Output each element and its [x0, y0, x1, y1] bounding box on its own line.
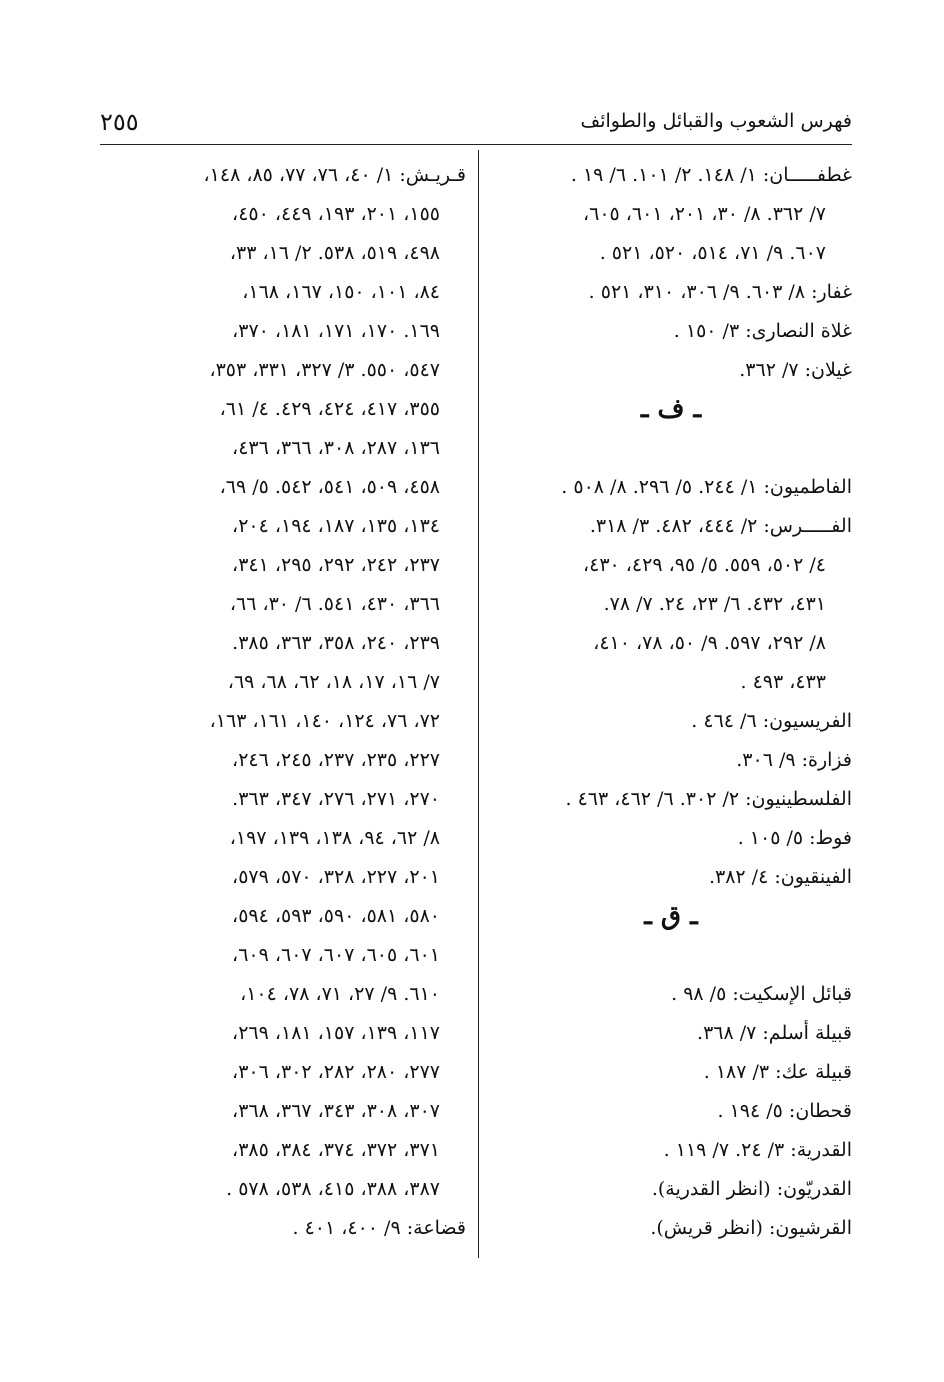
index-entry-continuation: ٣٦٦، ٤٣٠، ٥٤١. ٦/ ٣٠، ٦٦، [229, 593, 440, 615]
index-entry: قحطان: ٥/ ١٩٤ . [717, 1100, 852, 1122]
index-entry: القرشيون: (انظر قريش). [650, 1217, 852, 1239]
index-entry-continuation: ٧٢، ٧٦، ١٢٤، ١٤٠، ١٦١، ١٦٣، [209, 710, 440, 732]
index-entry: فزارة: ٩/ ٣٠٦. [736, 749, 852, 771]
index-entry-continuation: ٤/ ٥٠٢، ٥٥٩. ٥/ ٩٥، ٤٢٩، ٤٣٠، [582, 554, 826, 576]
index-entry-continuation: ٣٧١، ٣٧٢، ٣٧٤، ٣٨٤، ٣٨٥، [232, 1139, 440, 1161]
index-entry-continuation: ١٦٩. ١٧٠، ١٧١، ١٨١، ٣٧٠، [232, 320, 440, 342]
page-number: ٢٥٥ [100, 108, 139, 136]
index-entry-continuation: ٢٠١، ٢٢٧، ٣٢٨، ٥٧٠، ٥٧٩، [232, 866, 440, 888]
index-entry: فوط: ٥/ ١٠٥ . [737, 827, 852, 849]
index-entry-continuation: ٣٥٥، ٤١٧، ٤٢٤، ٤٢٩. ٤/ ٦١، [219, 398, 440, 420]
column-divider [478, 150, 479, 1258]
index-entry-continuation: ١١٧، ١٣٩، ١٥٧، ١٨١، ٢٦٩، [232, 1022, 440, 1044]
index-entry-continuation: ٢٢٧، ٢٣٥، ٢٣٧، ٢٤٥، ٢٤٦، [232, 749, 440, 771]
index-entry: قبائل الإسكيت: ٥/ ٩٨ . [671, 983, 852, 1005]
section-heading-qaf: ـ ق ـ [644, 901, 698, 931]
index-entry-continuation: ٤٥٨، ٥٠٩، ٥٤١، ٥٤٢. ٥/ ٦٩، [219, 476, 440, 498]
index-entry-continuation: ٨/ ٦٢، ٩٤، ١٣٨، ١٣٩، ١٩٧، [229, 827, 440, 849]
index-entry: غلاة النصارى: ٣/ ١٥٠ . [673, 320, 852, 342]
index-entry: قـريـش: ١/ ٤٠، ٧٦، ٧٧، ٨٥، ١٤٨، [203, 164, 466, 186]
index-entry-continuation: ٢٧٠، ٢٧١، ٢٧٦، ٣٤٧، ٣٦٣. [232, 788, 440, 810]
page-header [100, 108, 852, 140]
index-entry-continuation: ٧/ ٣٦٢. ٨/ ٣٠، ٢٠١، ٦٠١، ٦٠٥، [582, 203, 826, 225]
index-column-right [490, 156, 852, 1248]
index-entry-continuation: ٤٣١، ٤٣٢. ٦/ ٢٣، ٢٤. ٧/ ٧٨. [603, 593, 826, 615]
index-entry: الفينقيون: ٤/ ٣٨٢. [708, 866, 852, 888]
index-entry-continuation: ١٥٥، ٢٠١، ١٩٣، ٤٤٩، ٤٥٠، [232, 203, 440, 225]
index-entry: الفريسيون: ٦/ ٤٦٤ . [691, 710, 852, 732]
index-entry: قبيلة أسلم: ٧/ ٣٦٨. [697, 1022, 852, 1044]
index-entry: القدرية: ٣/ ٢٤. ٧/ ١١٩ . [663, 1139, 852, 1161]
index-entry-continuation: ١٣٤، ١٣٥، ١٨٧، ١٩٤، ٢٠٤، [232, 515, 440, 537]
index-entry: الفاطميون: ١/ ٢٤٤. ٥/ ٢٩٦. ٨/ ٥٠٨ . [561, 476, 852, 498]
index-entry-continuation: ٦١٠. ٩/ ٢٧، ٧١، ٧٨، ١٠٤، [240, 983, 440, 1005]
index-entry: الفلسطينيون: ٢/ ٣٠٢. ٦/ ٤٦٢، ٤٦٣ . [565, 788, 852, 810]
index-entry-continuation: ٥٨٠، ٥٨١، ٥٩٠، ٥٩٣، ٥٩٤، [232, 905, 440, 927]
header-rule [100, 144, 852, 145]
section-heading-fa: ـ ف ـ [640, 394, 702, 424]
index-entry: غيلان: ٧/ ٣٦٢. [739, 359, 852, 381]
index-entry-continuation: ٦٠٧. ٩/ ٧١، ٥١٤، ٥٢٠، ٥٢١ . [599, 242, 826, 264]
index-entry-continuation: ٣٠٧، ٣٠٨، ٣٤٣، ٣٦٧، ٣٦٨، [232, 1100, 440, 1122]
index-entry-continuation: ٤٣٣، ٤٩٣ . [740, 671, 826, 693]
index-entry: الفـــــرس: ٢/ ٤٤٤، ٤٨٢. ٣/ ٣١٨. [589, 515, 852, 537]
index-entry-continuation: ٨٤، ١٠١، ١٥٠، ١٦٧، ١٦٨، [242, 281, 440, 303]
index-entry-continuation: ٢٣٩، ٢٤٠، ٣٥٨، ٣٦٣، ٣٨٥. [232, 632, 440, 654]
index-entry-continuation: ٧/ ١٦، ١٧، ١٨، ٦٢، ٦٨، ٦٩، [227, 671, 440, 693]
index-entry-continuation: ٦٠١، ٦٠٥، ٦٠٧، ٦٠٧، ٦٠٩، [232, 944, 440, 966]
running-title: فهرس الشعوب والقبائل والطوائف [580, 110, 852, 132]
index-entry-continuation: ٢٧٧، ٢٨٠، ٢٨٢، ٣٠٢، ٣٠٦، [232, 1061, 440, 1083]
index-entry-continuation: ٥٤٧، ٥٥٠. ٣/ ٣٢٧، ٣٣١، ٣٥٣، [209, 359, 440, 381]
index-entry-continuation: ٤٩٨، ٥١٩، ٥٣٨. ٢/ ١٦، ٣٣، [229, 242, 440, 264]
index-column-left [100, 156, 466, 1248]
index-entry: القدريّون: (انظر القدرية). [651, 1178, 852, 1200]
index-entry: غطفـــــان: ١/ ١٤٨. ٢/ ١٠١. ٦/ ١٩ . [570, 164, 852, 186]
index-entry: غفار: ٨/ ٦٠٣. ٩/ ٣٠٦، ٣١٠، ٥٢١ . [588, 281, 852, 303]
index-entry-continuation: ٣٨٧، ٣٨٨، ٤١٥، ٥٣٨، ٥٧٨ . [226, 1178, 440, 1200]
index-entry: قضاعة: ٩/ ٤٠٠، ٤٠١ . [292, 1217, 466, 1239]
index-entry-continuation: ٨/ ٢٩٢، ٥٩٧. ٩/ ٥٠، ٧٨، ٤١٠، [593, 632, 826, 654]
index-entry: قبيلة عك: ٣/ ١٨٧ . [703, 1061, 852, 1083]
index-entry-continuation: ١٣٦، ٢٨٧، ٣٠٨، ٣٦٦، ٤٣٦، [232, 437, 440, 459]
index-entry-continuation: ٢٣٧، ٢٤٢، ٢٩٢، ٢٩٥، ٣٤١، [232, 554, 440, 576]
